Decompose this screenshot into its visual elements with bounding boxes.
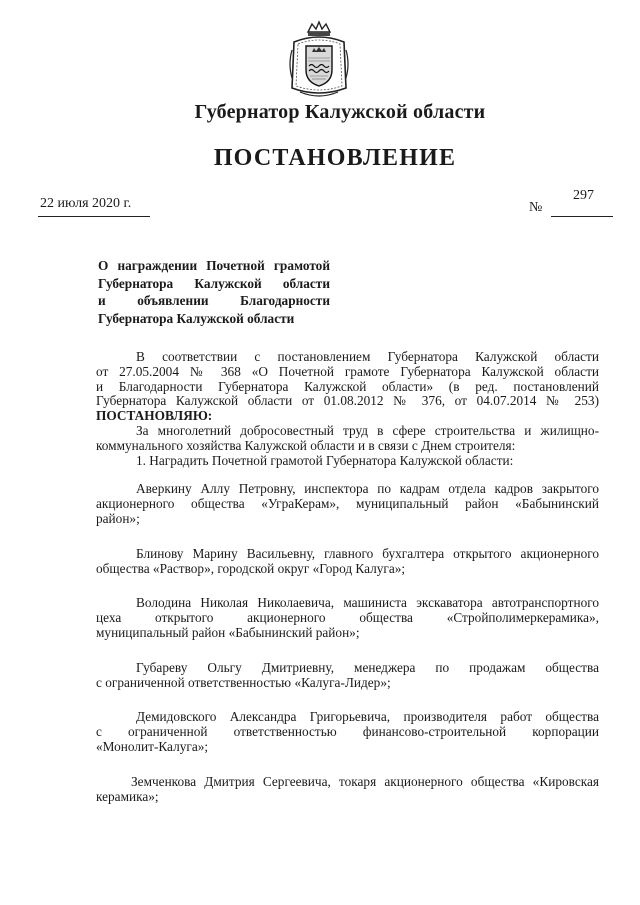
awardee-line: Земченкова Дмитрия Сергеевича, токаря акционерного общества «Кировская: [131, 773, 599, 789]
date-underline: [38, 216, 150, 217]
document-subject: [98, 257, 330, 327]
awardee-entry: [96, 596, 599, 640]
awardee-entry: [96, 710, 599, 754]
subject-line: Губернатора Калужской области: [98, 275, 330, 291]
awardee-entry: [96, 482, 599, 526]
awardee-line: с ограниченной ответственностью финансово-строительной корпорации: [96, 724, 599, 740]
subject-line: Губернатора Калужской области: [98, 310, 295, 326]
awardee-entry: [96, 775, 599, 805]
awardee-line: «Монолит-Калуга»;: [96, 738, 209, 754]
preamble-line: Губернатора Калужской области от 01.08.2012 № 376, от 04.07.2014 № 253): [96, 393, 599, 409]
awardee-line: Володина Николая Николаевича, машиниста экскаватора автотранспортного: [136, 595, 599, 611]
reason-line: За многолетний добросовестный труд в сфере строительства и жилищно-: [136, 422, 599, 438]
awardee-line: с ограниченной ответственностью «Калуга-Лидер»;: [96, 674, 391, 690]
document-type-title: ПОСТАНОВЛЕНИЕ: [213, 145, 457, 171]
awardee-line: Губареву Ольгу Дмитриевну, менеджера по продажам общества: [136, 659, 599, 675]
awardee-line: Аверкину Аллу Петровну, инспектора по кадрам отдела кадров закрытого: [136, 481, 599, 497]
preamble-line: от 27.05.2004 № 368 «О Почетной грамоте Губернатора Калужской области: [96, 363, 599, 379]
item-heading: 1. Наградить Почетной грамотой Губернатора Калужской области:: [136, 452, 514, 468]
document-number: 297: [573, 188, 594, 203]
document-body: [96, 350, 599, 804]
awardee-line: муниципальный район «Бабынинский район»;: [96, 624, 360, 640]
awardee-line: общества «Раствор», городской округ «Город Калуга»;: [96, 560, 406, 576]
awardee-entry: [96, 661, 599, 691]
awardee-line: акционерного общества «УграКерам», муниципальный район «Бабынинский: [96, 496, 599, 512]
awardee-line: керамика»;: [96, 788, 159, 804]
number-underline: [551, 216, 613, 217]
subject-line: О награждении Почетной грамотой: [98, 258, 330, 273]
awardee-line: район»;: [96, 510, 140, 526]
awardee-line: Блинову Марину Васильевну, главного бухгалтера открытого акционерного: [136, 545, 599, 561]
document-number-sign: №: [529, 200, 543, 215]
document-date: 22 июля 2020 г.: [40, 196, 132, 211]
preamble-line: и Благодарности Губернатора Калужской области» (в ред. постановлений: [96, 378, 599, 394]
preamble-line: В соответствии с постановлением Губернатора Калужской области: [136, 349, 599, 364]
reason-line: коммунального хозяйства Калужской области и в связи с Днем строителя:: [96, 437, 516, 453]
awardee-line: цеха открытого акционерного общества «Стройполимеркерамика»,: [96, 610, 599, 626]
kaluga-coat-of-arms-icon: [286, 20, 352, 100]
decree-keyword: ПОСТАНОВЛЯЮ:: [96, 408, 213, 424]
awardee-entry: [96, 547, 599, 577]
subject-line: и объявлении Благодарности: [98, 293, 330, 308]
authority-title: Губернатор Калужской области: [194, 101, 486, 123]
awardee-line: Демидовского Александра Григорьевича, производителя работ общества: [136, 709, 599, 725]
